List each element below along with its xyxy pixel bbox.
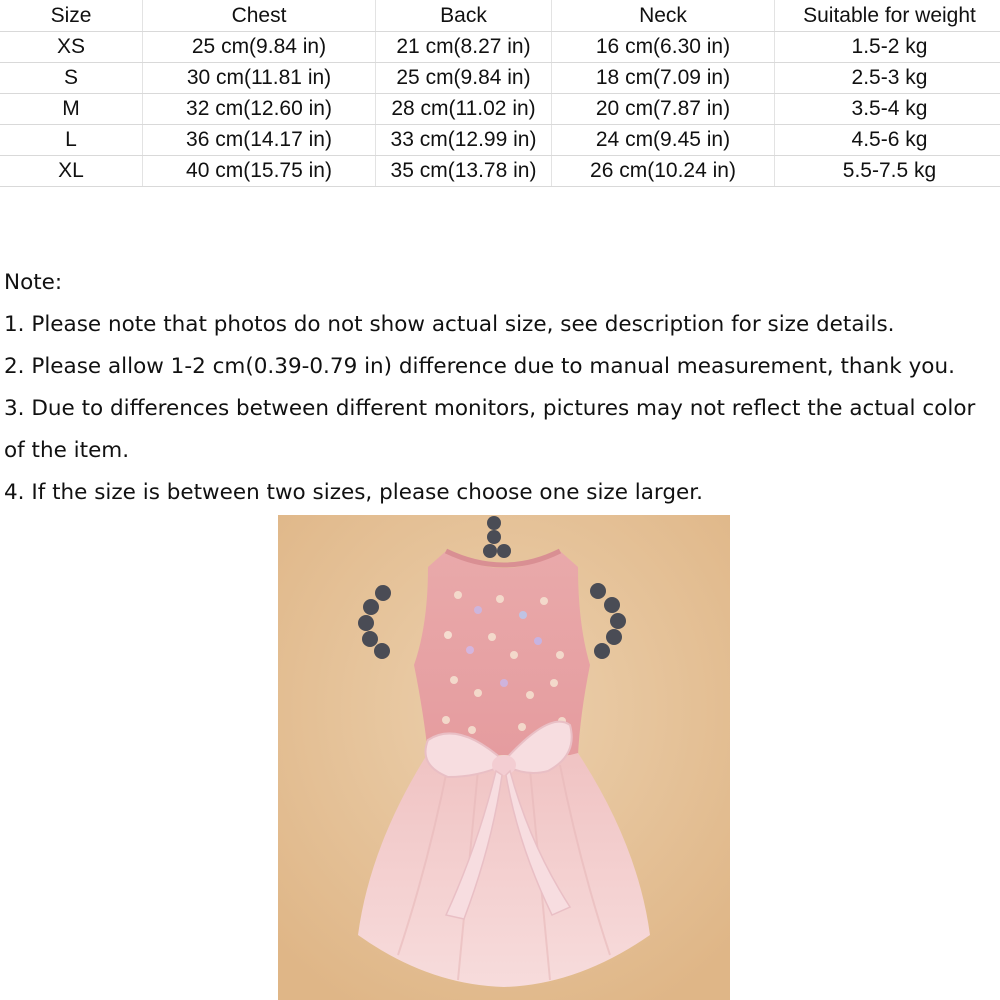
product-photo — [278, 515, 730, 1000]
cell-neck: 26 cm(10.24 in) — [552, 156, 775, 187]
cell-weight: 1.5-2 kg — [775, 32, 1000, 63]
cell-size: S — [0, 63, 143, 94]
header-neck: Neck — [552, 0, 775, 32]
cell-size: L — [0, 125, 143, 156]
note-item: 3. Due to differences between different monitors, pictures may not reflect the actual color of the item. — [4, 396, 976, 463]
cell-chest: 36 cm(14.17 in) — [143, 125, 376, 156]
cell-size: M — [0, 94, 143, 125]
table-row — [0, 125, 1000, 156]
cell-neck: 24 cm(9.45 in) — [552, 125, 775, 156]
note-item: 1. Please note that photos do not show actual size, see description for size details. — [4, 312, 895, 337]
header-size: Size — [0, 0, 143, 32]
table-row — [0, 63, 1000, 94]
cell-size: XS — [0, 32, 143, 63]
cell-size: XL — [0, 156, 143, 187]
cell-chest: 30 cm(11.81 in) — [143, 63, 376, 94]
notes-section — [4, 262, 1000, 514]
cell-neck: 18 cm(7.09 in) — [552, 63, 775, 94]
pink-dress-illustration — [278, 515, 730, 1000]
cell-weight: 2.5-3 kg — [775, 63, 1000, 94]
cell-back: 33 cm(12.99 in) — [376, 125, 552, 156]
cell-back: 21 cm(8.27 in) — [376, 32, 552, 63]
table-header-row — [0, 0, 1000, 32]
cell-weight: 4.5-6 kg — [775, 125, 1000, 156]
header-back: Back — [376, 0, 552, 32]
cell-weight: 5.5-7.5 kg — [775, 156, 1000, 187]
note-item: 4. If the size is between two sizes, please choose one size larger. — [4, 480, 703, 505]
cell-back: 25 cm(9.84 in) — [376, 63, 552, 94]
header-chest: Chest — [143, 0, 376, 32]
cell-weight: 3.5-4 kg — [775, 94, 1000, 125]
header-weight: Suitable for weight — [775, 0, 1000, 32]
size-chart-table — [0, 0, 1000, 187]
note-item: 2. Please allow 1-2 cm(0.39-0.79 in) difference due to manual measurement, thank you. — [4, 354, 955, 379]
cell-neck: 20 cm(7.87 in) — [552, 94, 775, 125]
table-row — [0, 32, 1000, 63]
cell-back: 28 cm(11.02 in) — [376, 94, 552, 125]
table-row — [0, 156, 1000, 187]
cell-chest: 32 cm(12.60 in) — [143, 94, 376, 125]
cell-chest: 25 cm(9.84 in) — [143, 32, 376, 63]
table-row — [0, 94, 1000, 125]
cell-neck: 16 cm(6.30 in) — [552, 32, 775, 63]
cell-back: 35 cm(13.78 in) — [376, 156, 552, 187]
notes-heading: Note: — [4, 270, 63, 295]
cell-chest: 40 cm(15.75 in) — [143, 156, 376, 187]
